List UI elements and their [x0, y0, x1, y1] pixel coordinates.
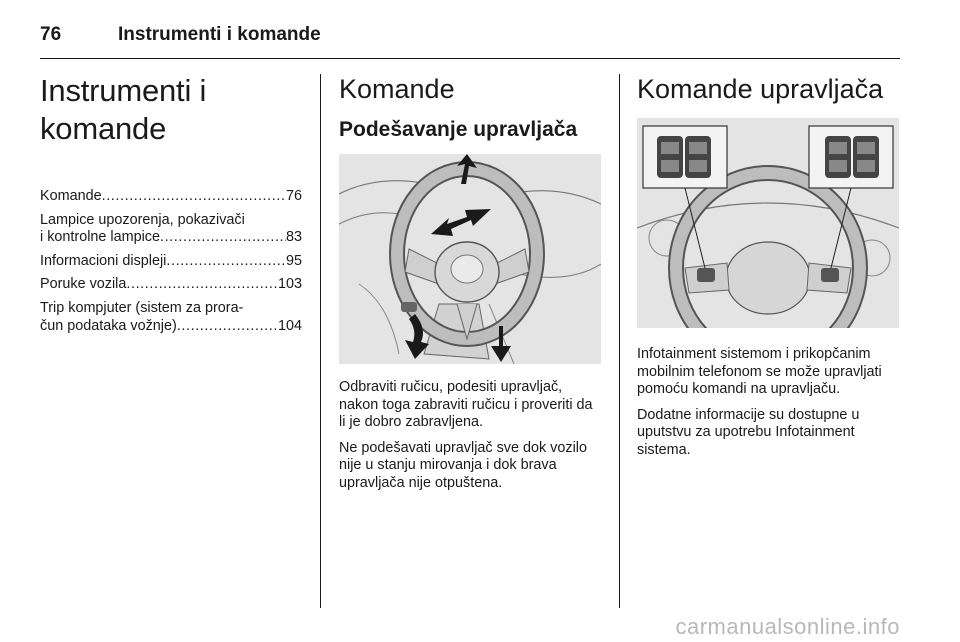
- toc-entry[interactable]: [40, 253, 302, 271]
- toc-leader: [160, 229, 286, 247]
- subsection-title: Podešavanje upravljača: [339, 118, 578, 141]
- toc-leader: [102, 188, 286, 206]
- steering-controls-column: [637, 72, 900, 468]
- info-paragraph: Dodatne informacije su dostupne u uputstvu za upotrebu Infotainment sistema.: [637, 406, 860, 458]
- section-title: Komande upravljača: [637, 74, 884, 104]
- toc-entry-label: čun podataka vožnje): [40, 317, 177, 334]
- page-number: 76: [40, 24, 62, 45]
- toc-entry-label: Lampice upozorenja, pokazivači: [40, 211, 245, 228]
- chapter-column: [40, 72, 302, 341]
- toc-leader: [166, 253, 286, 271]
- table-of-contents: [40, 188, 302, 335]
- instruction-paragraph: Odbraviti ručicu, podesiti upravljač, nakon toga zabraviti ručicu i proveriti da li je dobro zabravljena.: [339, 379, 593, 431]
- steering-adjust-illustration: [339, 154, 601, 364]
- toc-entry-label: Informacioni displeji: [40, 252, 167, 269]
- watermark: carmanualsonline.info: [675, 614, 900, 639]
- toc-leader: [177, 318, 278, 336]
- toc-entry[interactable]: [40, 276, 302, 294]
- steering-controls-illustration: [637, 118, 899, 328]
- page-header: [40, 22, 900, 59]
- toc-page: 76: [285, 188, 302, 204]
- toc-entry[interactable]: [40, 188, 302, 206]
- column-divider: [320, 74, 321, 608]
- toc-entry-label: Poruke vozila: [40, 276, 127, 293]
- toc-leader: [126, 276, 278, 294]
- toc-entry[interactable]: [40, 212, 302, 247]
- warning-paragraph: Ne podešavati upravljač sve dok vozilo nije u stanju mirovanja i dok brava upravljača nije otpuštena.: [339, 439, 587, 491]
- toc-page: 95: [285, 252, 302, 269]
- chapter-title: Instrumenti i komande: [40, 73, 207, 146]
- toc-entry-label: Trip kompjuter (sistem za prora-: [40, 299, 244, 316]
- running-title: Instrumenti i komande: [118, 24, 321, 45]
- toc-entry-label: Komande: [40, 188, 102, 204]
- toc-entry[interactable]: [40, 300, 302, 335]
- toc-page: 83: [285, 229, 302, 246]
- controls-paragraph: Infotainment sistemom i prikopčanim mobilnim telefonom se može upravljati pomoću komandi na upravljaču.: [637, 346, 882, 398]
- toc-entry-label: i kontrolne lampice: [40, 229, 160, 246]
- steering-adjust-column: [339, 72, 602, 501]
- section-title: Komande: [339, 74, 455, 104]
- toc-page: 104: [277, 317, 302, 334]
- column-divider: [619, 74, 620, 608]
- toc-page: 103: [277, 276, 302, 293]
